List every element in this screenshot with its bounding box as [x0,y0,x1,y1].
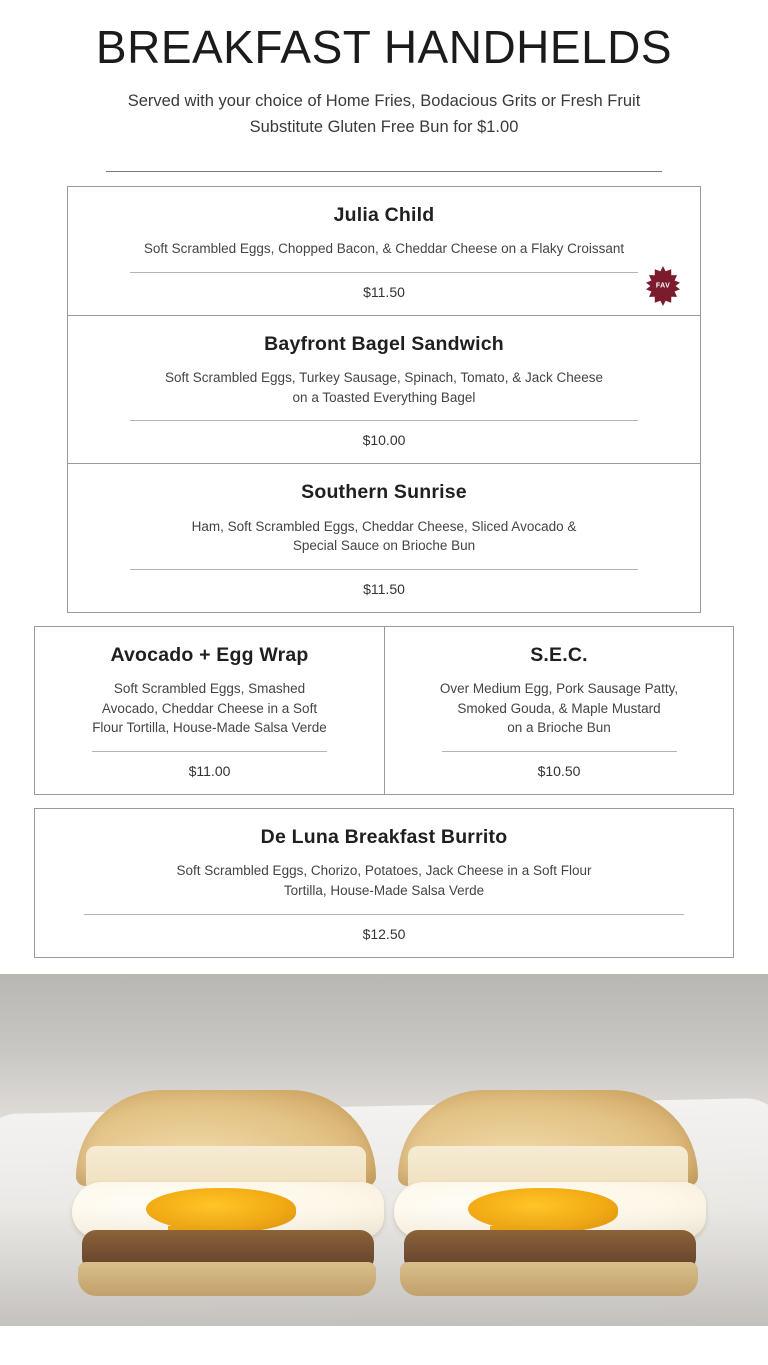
item-rule [92,751,327,752]
menu-item-julia-child [68,187,700,315]
item-name: Bayfront Bagel Sandwich [264,332,504,355]
menu-item-bayfront-bagel-sandwich [68,315,700,464]
item-name: De Luna Breakfast Burrito [260,826,508,849]
item-price: $10.00 [362,432,406,449]
item-description-line-3: Flour Tortilla, House-Made Salsa Verde [92,720,327,736]
page-title: BREAKFAST HANDHELDS [95,21,673,73]
item-description: Soft Scrambled Eggs, Turkey Sausage, Spinach, Tomato, & Jack Cheese [165,370,603,386]
menu-group-two-column [34,626,734,795]
menu-item-de-luna-breakfast-burrito [34,808,734,958]
item-description-line-2: Special Sauce on Brioche Bun [292,538,476,554]
breakfast-sandwich-photo [0,974,768,1326]
item-description: Soft Scrambled Eggs, Chorizo, Potatoes, Jack Cheese in a Soft Flour [176,863,592,879]
item-name: Southern Sunrise [301,481,467,504]
item-price: $10.50 [537,763,581,780]
item-description: Ham, Soft Scrambled Eggs, Cheddar Cheese, Sliced Avocado & [191,518,577,534]
header-subtitle-line-2: Substitute Gluten Free Bun for $1.00 [249,118,519,137]
favorite-badge [642,265,684,307]
item-description: Soft Scrambled Eggs, Chopped Bacon, & Cheddar Cheese on a Flaky Croissant [143,241,625,257]
item-rule [84,914,684,915]
item-description: Over Medium Egg, Pork Sausage Patty, [439,681,679,697]
header-divider [106,171,662,172]
item-rule [130,569,638,570]
item-description-line-2: Smoked Gouda, & Maple Mustard [457,700,661,716]
item-rule [130,272,638,273]
item-rule [442,751,677,752]
menu-group-primary [67,186,701,613]
item-name: Julia Child [333,203,435,226]
item-name: S.E.C. [530,643,588,666]
menu-item-southern-sunrise [68,463,700,612]
menu-item-avocado-egg-wrap [35,627,384,794]
item-rule [130,420,638,421]
item-description: Soft Scrambled Eggs, Smashed [113,681,306,697]
item-description-line-3: on a Brioche Bun [507,720,611,736]
item-description-line-2: Tortilla, House-Made Salsa Verde [283,882,485,898]
item-description-line-2: Avocado, Cheddar Cheese in a Soft [101,700,318,716]
header-subtitle-line-1: Served with your choice of Home Fries, Bodacious Grits or Fresh Fruit [127,91,641,110]
page-header [0,0,768,172]
item-price: $11.50 [363,283,405,300]
item-price: $11.00 [188,763,231,780]
item-name: Avocado + Egg Wrap [110,643,309,666]
menu-item-sec [384,627,733,794]
item-price: $12.50 [362,925,406,942]
header-divider-wrap [0,171,768,172]
item-description-line-2: on a Toasted Everything Bagel [292,389,476,405]
favorite-badge-label: FAV [655,282,671,290]
item-price: $11.50 [363,580,405,597]
plate-shadow [0,1206,768,1326]
